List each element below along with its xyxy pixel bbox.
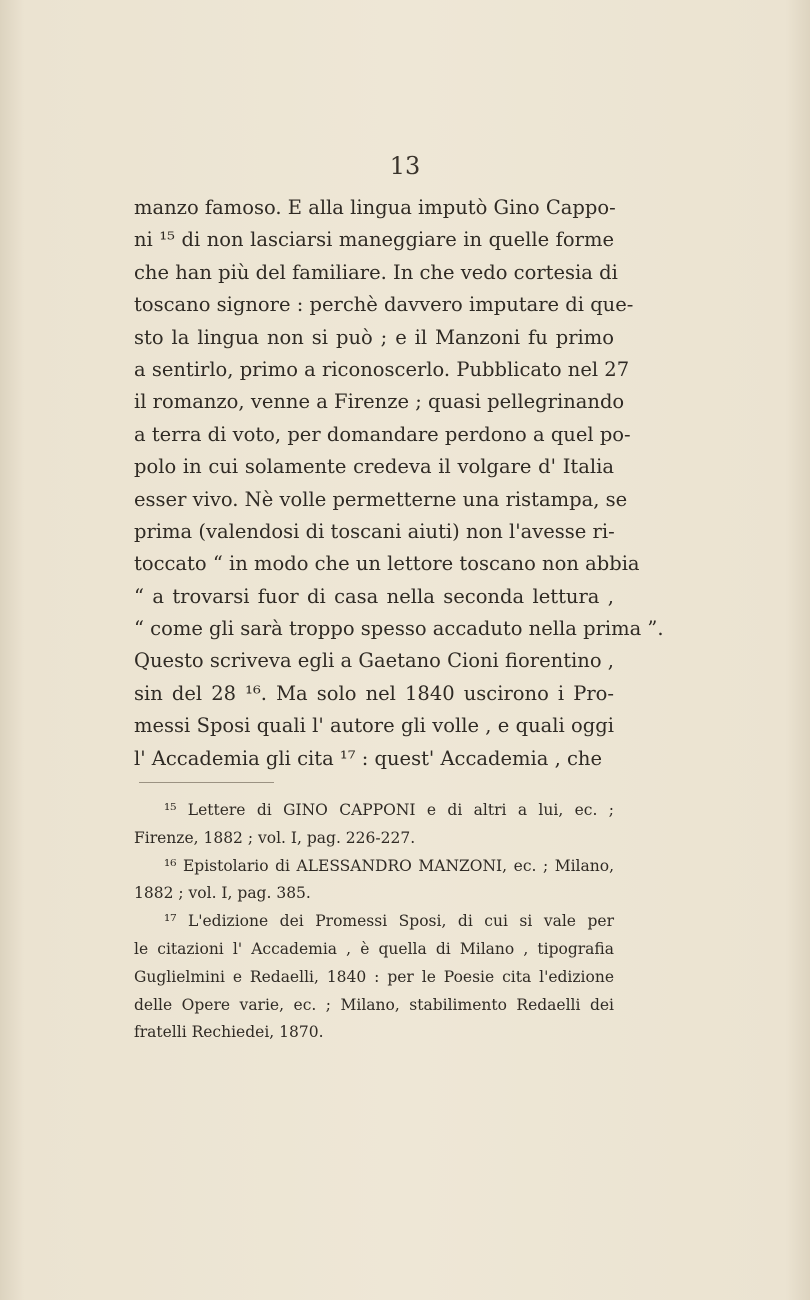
body-line: manzo famoso. E alla lingua imputò Gino Cappo- [134,196,616,219]
body-line: esser vivo. Nè volle permetterne una ristampa, se [134,487,628,511]
body-line: il romanzo, venne a Firenze ; quasi pellegrinando [134,390,625,414]
body-line: messi Sposi quali l' autore gli volle , e quali oggi [134,714,614,738]
footnote-17-line: delle Opere varie, ec. ; Milano, stabilimento Redaelli dei [134,995,614,1014]
body-line: sto la lingua non si può ; e il Manzoni fu primo [134,325,614,349]
footnote-15-line: Firenze, 1882 ; vol. I, pag. 226-227. [134,828,416,847]
body-line: prima (valendosi di toscani aiuti) non l'avesse ri- [134,519,615,543]
body-line: “ a trovarsi fuor di casa nella seconda lettura , [134,584,614,608]
footnote-15-line: ¹⁵ Lettere di GINO CAPPONI e di altri a lui, ec. ; [164,801,614,819]
footnote-divider [139,782,274,783]
body-line: toscano signore : perchè davvero imputare di que- [134,293,634,317]
footnote-16-line: 1882 ; vol. I, pag. 385. [134,884,311,903]
footnotes [134,797,614,1047]
body-line: a terra di voto, per domandare perdono a quel po- [134,422,631,446]
body-line: toccato “ in modo che un lettore toscano non abbia [134,552,640,576]
body-text [134,192,664,775]
body-line: che han più del familiare. In che vedo cortesia di [134,260,618,284]
footnote-17-line: fratelli Rechiedei, 1870. [134,1023,324,1042]
page-number: 13 [389,152,421,180]
footnote-17-line: ¹⁷ L'edizione dei Promessi Sposi, di cui si vale per [164,912,614,931]
footnote-17-line: le citazioni l' Accademia , è quella di Milano , tipografia [134,939,614,958]
body-line: sin del 28 ¹⁶. Ma solo nel 1840 uscirono i Pro- [134,681,614,705]
body-line: polo in cui solamente credeva il volgare d' Italia [134,455,614,479]
body-line: Questo scriveva egli a Gaetano Cioni fiorentino , [134,649,614,673]
body-line: a sentirlo, primo a riconoscerlo. Pubblicato nel 27 [134,357,630,381]
footnote-16-line: ¹⁶ Epistolario di ALESSANDRO MANZONI, ec. ; Milano, [164,856,614,875]
body-line: “ come gli sarà troppo spesso accaduto nella prima ”. [134,617,664,641]
footnote-17-line: Guglielmini e Redaelli, 1840 : per le Poesie cita l'edizione [134,967,614,986]
body-line: l' Accademia gli cita ¹⁷ : quest' Accademia , che [134,746,603,770]
body-line: ni ¹⁵ di non lasciarsi maneggiare in quelle forme [134,228,614,252]
